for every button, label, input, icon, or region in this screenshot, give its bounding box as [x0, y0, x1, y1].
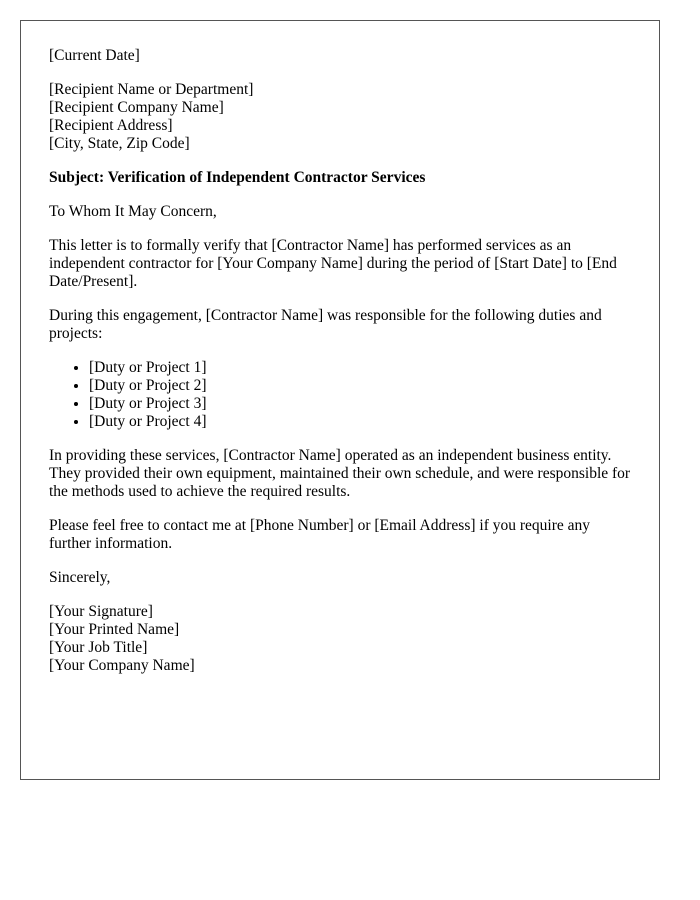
verification-paragraph: This letter is to formally verify that [Contractor Name] has performed services as an independent contractor for [Your Company Name] during the period of [Start Date] to [End Date/Present].	[49, 237, 617, 290]
closing: Sincerely,	[49, 569, 111, 586]
letter-page	[20, 20, 660, 780]
salutation: To Whom It May Concern,	[49, 203, 217, 220]
letter-date-block	[49, 47, 631, 65]
recipient-name: [Recipient Name or Department]	[49, 81, 254, 98]
printed-name: [Your Printed Name]	[49, 621, 180, 638]
duties-intro-paragraph: During this engagement, [Contractor Name] was responsible for the following duties and projects:	[49, 307, 602, 342]
subject-block	[49, 169, 631, 187]
recipient-address-block	[49, 81, 631, 153]
independence-paragraph: In providing these services, [Contractor Name] operated as an independent business entity. They provided their own equipment, maintained their own schedule, and were responsible for the methods used to achieve the required results.	[49, 447, 631, 500]
list-item: • [Duty or Project 1]	[89, 359, 631, 377]
duties-list	[49, 359, 631, 431]
list-item: • [Duty or Project 4]	[89, 413, 631, 431]
list-item: • [Duty or Project 2]	[89, 377, 631, 395]
list-item: • [Duty or Project 3]	[89, 395, 631, 413]
contact-paragraph: Please feel free to contact me at [Phone Number] or [Email Address] if you require any further information.	[49, 517, 591, 552]
sender-company: [Your Company Name]	[49, 657, 195, 674]
recipient-company: [Recipient Company Name]	[49, 99, 224, 116]
letter-date: [Current Date]	[49, 47, 140, 64]
letter-subject: Subject: Verification of Independent Contractor Services	[49, 169, 426, 186]
job-title: [Your Job Title]	[49, 639, 148, 656]
recipient-city-state-zip: [City, State, Zip Code]	[49, 135, 190, 152]
signature-line: [Your Signature]	[49, 603, 153, 620]
signature-block	[49, 603, 631, 675]
recipient-address: [Recipient Address]	[49, 117, 173, 134]
